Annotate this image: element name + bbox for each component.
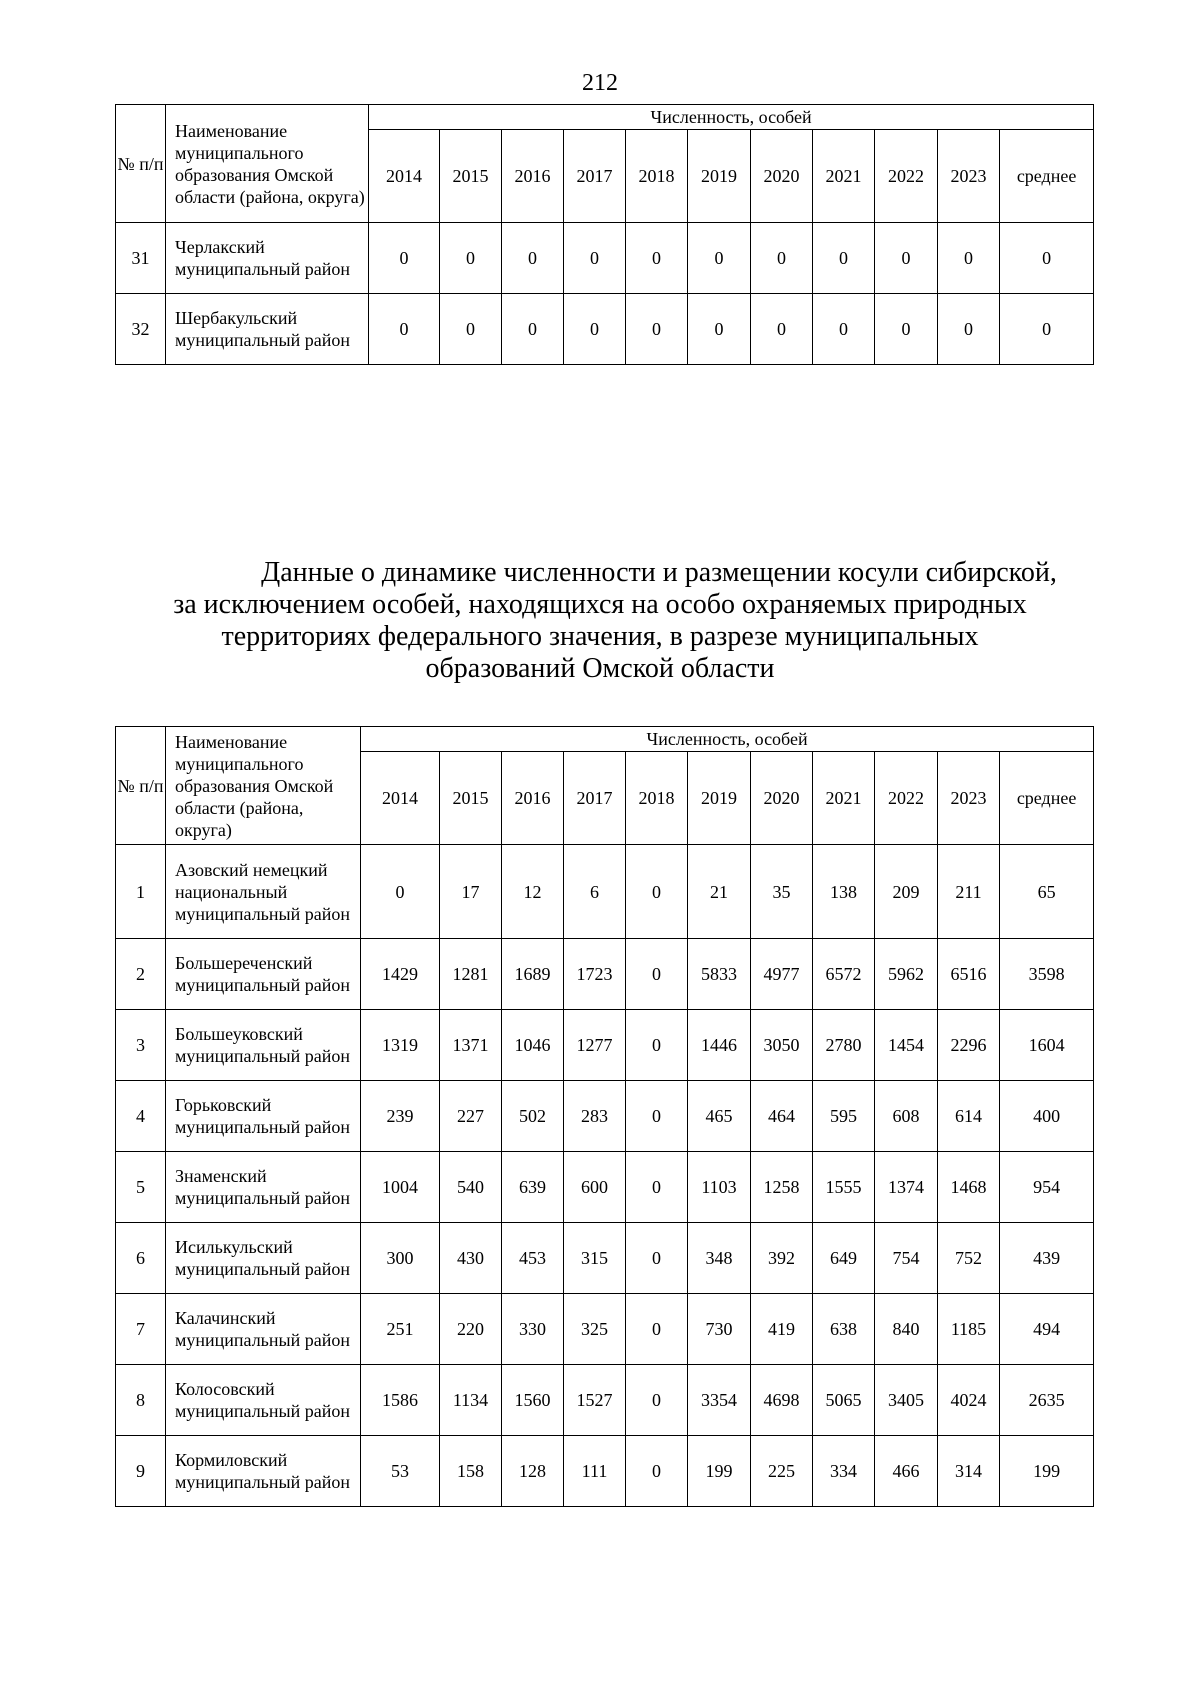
year-value-cell: 0 [369, 294, 440, 365]
year-value-cell: 0 [626, 939, 688, 1010]
year-value-cell: 1527 [564, 1365, 626, 1436]
year-value-cell: 1446 [688, 1010, 751, 1081]
header-num: № п/п [116, 105, 166, 223]
year-value-cell: 325 [564, 1294, 626, 1365]
page-number: 212 [582, 70, 618, 96]
year-value-cell: 21 [688, 845, 751, 939]
year-value-cell: 0 [751, 223, 813, 294]
section-title [100, 557, 1100, 685]
header-year: 2022 [875, 752, 938, 845]
year-value-cell: 1046 [502, 1010, 564, 1081]
average-cell: 0 [1000, 294, 1094, 365]
header-year: 2021 [813, 130, 875, 223]
year-value-cell: 6572 [813, 939, 875, 1010]
year-value-cell: 1374 [875, 1152, 938, 1223]
header-year: 2016 [502, 752, 564, 845]
year-value-cell: 540 [440, 1152, 502, 1223]
header-year: 2015 [440, 752, 502, 845]
header-year: 2015 [440, 130, 502, 223]
year-value-cell: 251 [361, 1294, 440, 1365]
row-number: 5 [116, 1152, 166, 1223]
year-value-cell: 0 [440, 294, 502, 365]
year-value-cell: 315 [564, 1223, 626, 1294]
row-number: 4 [116, 1081, 166, 1152]
year-value-cell: 614 [938, 1081, 1000, 1152]
header-year: 2014 [361, 752, 440, 845]
header-year: 2023 [938, 130, 1000, 223]
year-value-cell: 6 [564, 845, 626, 939]
year-value-cell: 220 [440, 1294, 502, 1365]
year-value-cell: 3405 [875, 1365, 938, 1436]
table-body [116, 223, 1094, 365]
average-cell: 954 [1000, 1152, 1094, 1223]
year-value-cell: 730 [688, 1294, 751, 1365]
year-value-cell: 1723 [564, 939, 626, 1010]
average-cell: 199 [1000, 1436, 1094, 1507]
title-line: Данные о динамике численности и размещении косули сибирской, [261, 557, 1057, 588]
year-value-cell: 0 [875, 294, 938, 365]
row-number: 9 [116, 1436, 166, 1507]
year-value-cell: 465 [688, 1081, 751, 1152]
year-value-cell: 466 [875, 1436, 938, 1507]
year-value-cell: 608 [875, 1081, 938, 1152]
year-value-cell: 1277 [564, 1010, 626, 1081]
year-value-cell: 209 [875, 845, 938, 939]
table-row [116, 1081, 1094, 1152]
year-value-cell: 840 [875, 1294, 938, 1365]
year-value-cell: 17 [440, 845, 502, 939]
year-value-cell: 1586 [361, 1365, 440, 1436]
year-value-cell: 1454 [875, 1010, 938, 1081]
year-value-cell: 111 [564, 1436, 626, 1507]
year-value-cell: 419 [751, 1294, 813, 1365]
year-value-cell: 1103 [688, 1152, 751, 1223]
year-value-cell: 4698 [751, 1365, 813, 1436]
district-name: Большеуковский муниципальный район [166, 1010, 361, 1081]
year-value-cell: 4977 [751, 939, 813, 1010]
year-value-cell: 0 [626, 1223, 688, 1294]
year-value-cell: 239 [361, 1081, 440, 1152]
year-value-cell: 392 [751, 1223, 813, 1294]
table-row [116, 1436, 1094, 1507]
year-value-cell: 638 [813, 1294, 875, 1365]
header-year: 2021 [813, 752, 875, 845]
year-value-cell: 649 [813, 1223, 875, 1294]
year-value-cell: 1468 [938, 1152, 1000, 1223]
year-value-cell: 0 [626, 845, 688, 939]
year-value-cell: 35 [751, 845, 813, 939]
average-cell: 0 [1000, 223, 1094, 294]
year-value-cell: 639 [502, 1152, 564, 1223]
header-year: 2019 [688, 752, 751, 845]
row-number: 1 [116, 845, 166, 939]
header-name: Наименование муниципального образования Омской области (района, округа) [166, 105, 369, 223]
header-year: 2016 [502, 130, 564, 223]
table-row [116, 1294, 1094, 1365]
header-group: Численность, особей [369, 105, 1094, 130]
year-value-cell: 0 [938, 223, 1000, 294]
year-value-cell: 283 [564, 1081, 626, 1152]
year-value-cell: 3354 [688, 1365, 751, 1436]
year-value-cell: 1134 [440, 1365, 502, 1436]
average-cell: 400 [1000, 1081, 1094, 1152]
header-average: среднее [1000, 752, 1094, 845]
district-name: Черлакский муниципальный район [166, 223, 369, 294]
year-value-cell: 227 [440, 1081, 502, 1152]
year-value-cell: 595 [813, 1081, 875, 1152]
year-value-cell: 138 [813, 845, 875, 939]
year-value-cell: 754 [875, 1223, 938, 1294]
header-year: 2017 [564, 752, 626, 845]
header-num: № п/п [116, 727, 166, 845]
year-value-cell: 0 [875, 223, 938, 294]
year-value-cell: 0 [813, 223, 875, 294]
year-value-cell: 1319 [361, 1010, 440, 1081]
table-row [116, 223, 1094, 294]
header-name: Наименование муниципального образования Омской области (района, округа) [166, 727, 361, 845]
average-cell: 2635 [1000, 1365, 1094, 1436]
year-value-cell: 2780 [813, 1010, 875, 1081]
row-number: 2 [116, 939, 166, 1010]
year-value-cell: 0 [626, 294, 688, 365]
year-value-cell: 0 [626, 1436, 688, 1507]
header-year: 2014 [369, 130, 440, 223]
year-value-cell: 5833 [688, 939, 751, 1010]
year-value-cell: 330 [502, 1294, 564, 1365]
table-row [116, 939, 1094, 1010]
year-value-cell: 453 [502, 1223, 564, 1294]
year-value-cell: 4024 [938, 1365, 1000, 1436]
table-row [116, 845, 1094, 939]
table-row [116, 1365, 1094, 1436]
year-value-cell: 0 [938, 294, 1000, 365]
header-year: 2018 [626, 752, 688, 845]
average-cell: 439 [1000, 1223, 1094, 1294]
district-name: Горьковский муниципальный район [166, 1081, 361, 1152]
year-value-cell: 348 [688, 1223, 751, 1294]
year-value-cell: 464 [751, 1081, 813, 1152]
average-cell: 65 [1000, 845, 1094, 939]
table-row [116, 294, 1094, 365]
header-year: 2018 [626, 130, 688, 223]
year-value-cell: 1185 [938, 1294, 1000, 1365]
row-number: 8 [116, 1365, 166, 1436]
year-value-cell: 314 [938, 1436, 1000, 1507]
header-year: 2019 [688, 130, 751, 223]
year-value-cell: 5065 [813, 1365, 875, 1436]
header-year: 2023 [938, 752, 1000, 845]
year-value-cell: 0 [813, 294, 875, 365]
year-value-cell: 225 [751, 1436, 813, 1507]
population-table-continued [115, 104, 1094, 365]
year-value-cell: 502 [502, 1081, 564, 1152]
district-name: Азовский немецкий национальный муниципальный район [166, 845, 361, 939]
table-row [116, 1223, 1094, 1294]
row-number: 6 [116, 1223, 166, 1294]
district-name: Большереченский муниципальный район [166, 939, 361, 1010]
header-group: Численность, особей [361, 727, 1094, 752]
year-value-cell: 0 [751, 294, 813, 365]
year-value-cell: 1429 [361, 939, 440, 1010]
year-value-cell: 0 [626, 1010, 688, 1081]
year-value-cell: 211 [938, 845, 1000, 939]
row-number: 31 [116, 223, 166, 294]
header-average: среднее [1000, 130, 1094, 223]
year-value-cell: 0 [626, 1081, 688, 1152]
year-value-cell: 0 [626, 1365, 688, 1436]
district-name: Исилькульский муниципальный район [166, 1223, 361, 1294]
year-value-cell: 0 [361, 845, 440, 939]
year-value-cell: 0 [564, 223, 626, 294]
table-row [116, 1152, 1094, 1223]
year-value-cell: 0 [369, 223, 440, 294]
year-value-cell: 334 [813, 1436, 875, 1507]
year-value-cell: 0 [688, 294, 751, 365]
year-value-cell: 0 [564, 294, 626, 365]
year-value-cell: 1281 [440, 939, 502, 1010]
title-line: территориях федерального значения, в разрезе муниципальных [221, 621, 979, 652]
header-year: 2020 [751, 752, 813, 845]
table-row [116, 1010, 1094, 1081]
year-value-cell: 5962 [875, 939, 938, 1010]
district-name: Шербакульский муниципальный район [166, 294, 369, 365]
year-value-cell: 3050 [751, 1010, 813, 1081]
roe-deer-population-table [115, 726, 1094, 1507]
row-number: 3 [116, 1010, 166, 1081]
table-body [116, 845, 1094, 1507]
year-value-cell: 1555 [813, 1152, 875, 1223]
year-value-cell: 300 [361, 1223, 440, 1294]
header-year: 2017 [564, 130, 626, 223]
year-value-cell: 752 [938, 1223, 1000, 1294]
year-value-cell: 0 [626, 1152, 688, 1223]
header-year: 2020 [751, 130, 813, 223]
year-value-cell: 199 [688, 1436, 751, 1507]
year-value-cell: 53 [361, 1436, 440, 1507]
title-line: образований Омской области [425, 653, 775, 684]
district-name: Кормиловский муниципальный район [166, 1436, 361, 1507]
district-name: Колосовский муниципальный район [166, 1365, 361, 1436]
row-number: 32 [116, 294, 166, 365]
year-value-cell: 6516 [938, 939, 1000, 1010]
average-cell: 3598 [1000, 939, 1094, 1010]
year-value-cell: 1689 [502, 939, 564, 1010]
district-name: Калачинский муниципальный район [166, 1294, 361, 1365]
year-value-cell: 0 [502, 223, 564, 294]
year-value-cell: 600 [564, 1152, 626, 1223]
year-value-cell: 128 [502, 1436, 564, 1507]
row-number: 7 [116, 1294, 166, 1365]
year-value-cell: 1004 [361, 1152, 440, 1223]
year-value-cell: 1560 [502, 1365, 564, 1436]
year-value-cell: 2296 [938, 1010, 1000, 1081]
year-value-cell: 0 [626, 223, 688, 294]
year-value-cell: 0 [626, 1294, 688, 1365]
average-cell: 1604 [1000, 1010, 1094, 1081]
average-cell: 494 [1000, 1294, 1094, 1365]
year-value-cell: 12 [502, 845, 564, 939]
district-name: Знаменский муниципальный район [166, 1152, 361, 1223]
year-value-cell: 430 [440, 1223, 502, 1294]
year-value-cell: 1258 [751, 1152, 813, 1223]
year-value-cell: 0 [502, 294, 564, 365]
year-value-cell: 158 [440, 1436, 502, 1507]
title-line: за исключением особей, находящихся на особо охраняемых природных [173, 589, 1027, 620]
year-value-cell: 0 [440, 223, 502, 294]
header-year: 2022 [875, 130, 938, 223]
year-value-cell: 1371 [440, 1010, 502, 1081]
year-value-cell: 0 [688, 223, 751, 294]
